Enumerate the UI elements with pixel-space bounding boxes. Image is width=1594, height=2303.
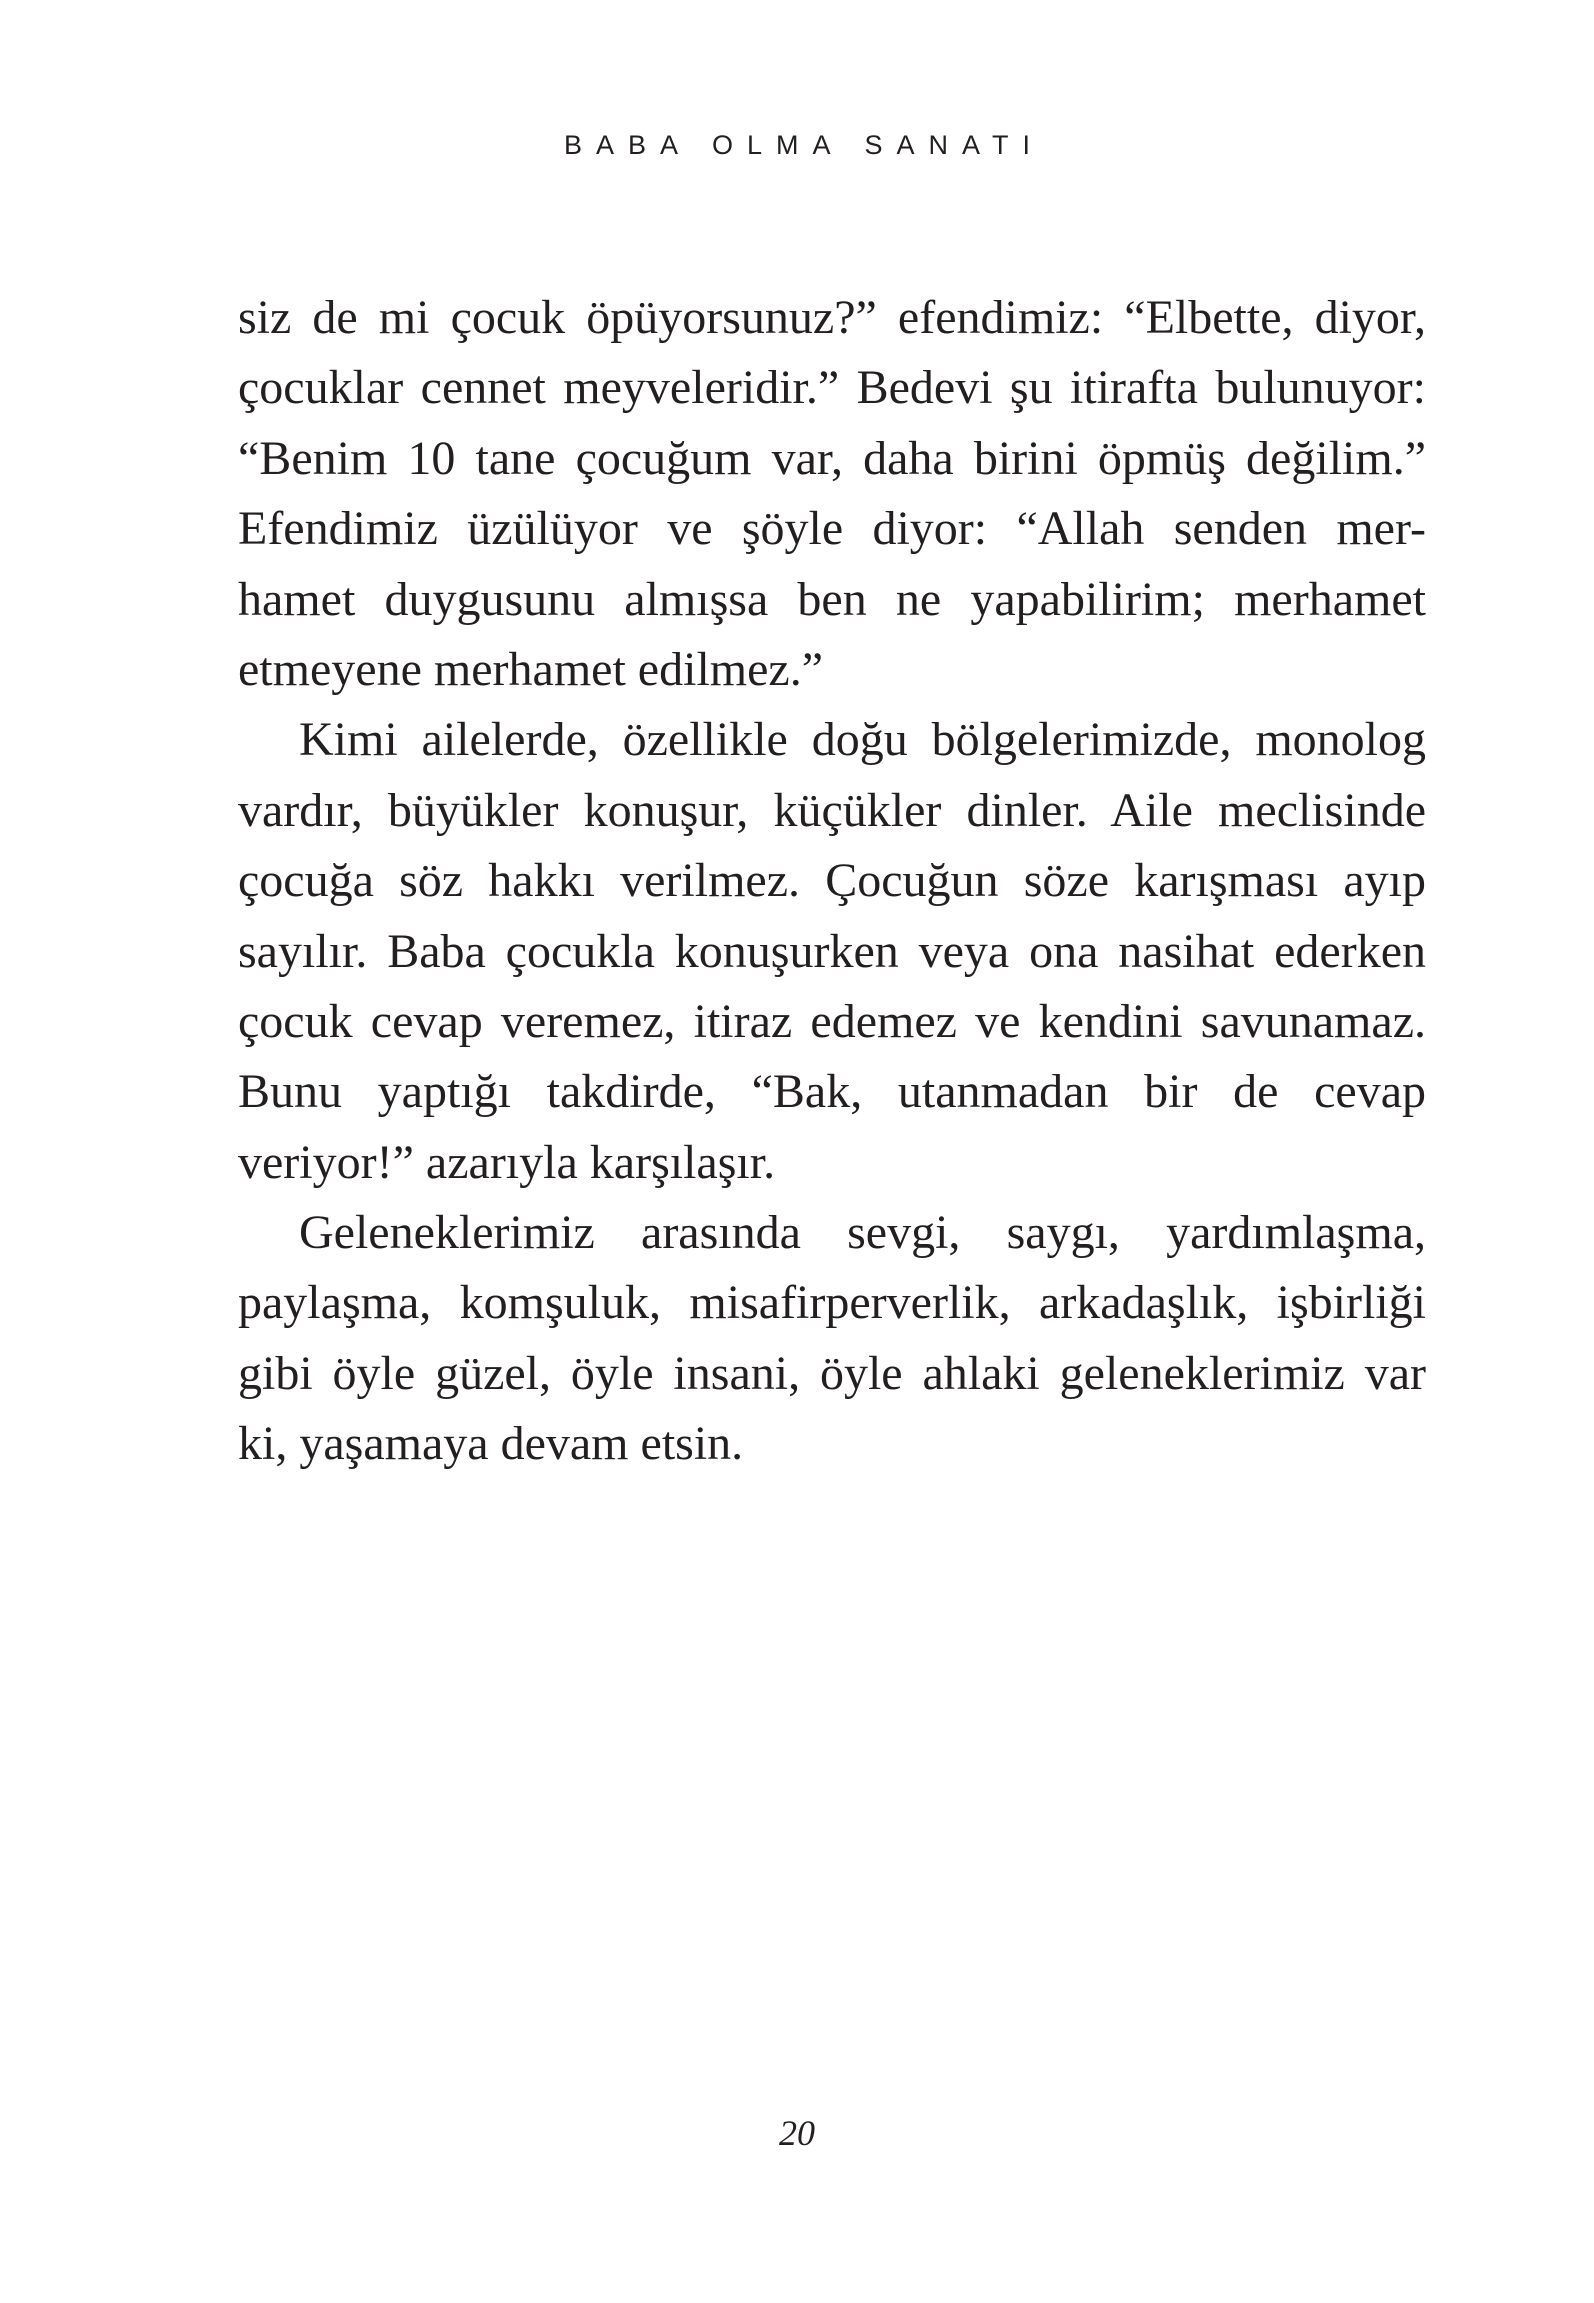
text-line: gibi öyle güzel, öyle insani, öyle ahlaki geleneklerimiz var bbox=[238, 1346, 1426, 1400]
text-line: çocuğa söz hakkı verilmez. Çocuğun söze karışması ayıp bbox=[238, 854, 1426, 908]
text-line: hamet duygusunu almışsa ben ne yapabilirim; merhamet bbox=[238, 572, 1426, 626]
text-line: sayılır. Baba çocukla konuşurken veya ona nasihat ederken bbox=[238, 924, 1426, 978]
text-line: Kimi ailelerde, özellikle doğu bölgelerimizde, monolog bbox=[299, 713, 1426, 767]
text-line: ki, yaşamaya devam etsin. bbox=[238, 1417, 744, 1471]
text-line: çocuk cevap veremez, itiraz edemez ve kendini savunamaz. bbox=[238, 994, 1426, 1048]
text-line: siz de mi çocuk öpüyorsunuz?” efendimiz: “Elbette, diyor, bbox=[238, 291, 1426, 344]
text-line: paylaşma, komşuluk, misafirperverlik, arkadaşlık, işbirliği bbox=[238, 1276, 1426, 1330]
body-text bbox=[238, 283, 1426, 1480]
text-line: Bunu yaptığı takdirde, “Bak, utanmadan bir de cevap bbox=[238, 1065, 1426, 1119]
text-line: etmeyene merhamet edilmez.” bbox=[238, 642, 824, 696]
page-number: 20 bbox=[779, 2113, 815, 2153]
running-head-title: BABA OLMA SANATI bbox=[563, 130, 1045, 160]
text-line: veriyor!” azarıyla karşılaşır. bbox=[238, 1135, 776, 1189]
text-line: çocuklar cennet meyveleridir.” Bedevi şu itirafta bulunuyor: bbox=[238, 361, 1426, 415]
text-line: vardır, büyükler konuşur, küçükler dinler. Aile meclisinde bbox=[238, 783, 1426, 837]
text-line: “Benim 10 tane çocuğum var, daha birini öpmüş değilim.” bbox=[238, 431, 1426, 485]
text-line: Efendimiz üzülüyor ve şöyle diyor: “Allah senden mer- bbox=[238, 502, 1426, 556]
text-line: Geleneklerimiz arasında sevgi, saygı, yardımlaşma, bbox=[299, 1206, 1426, 1260]
